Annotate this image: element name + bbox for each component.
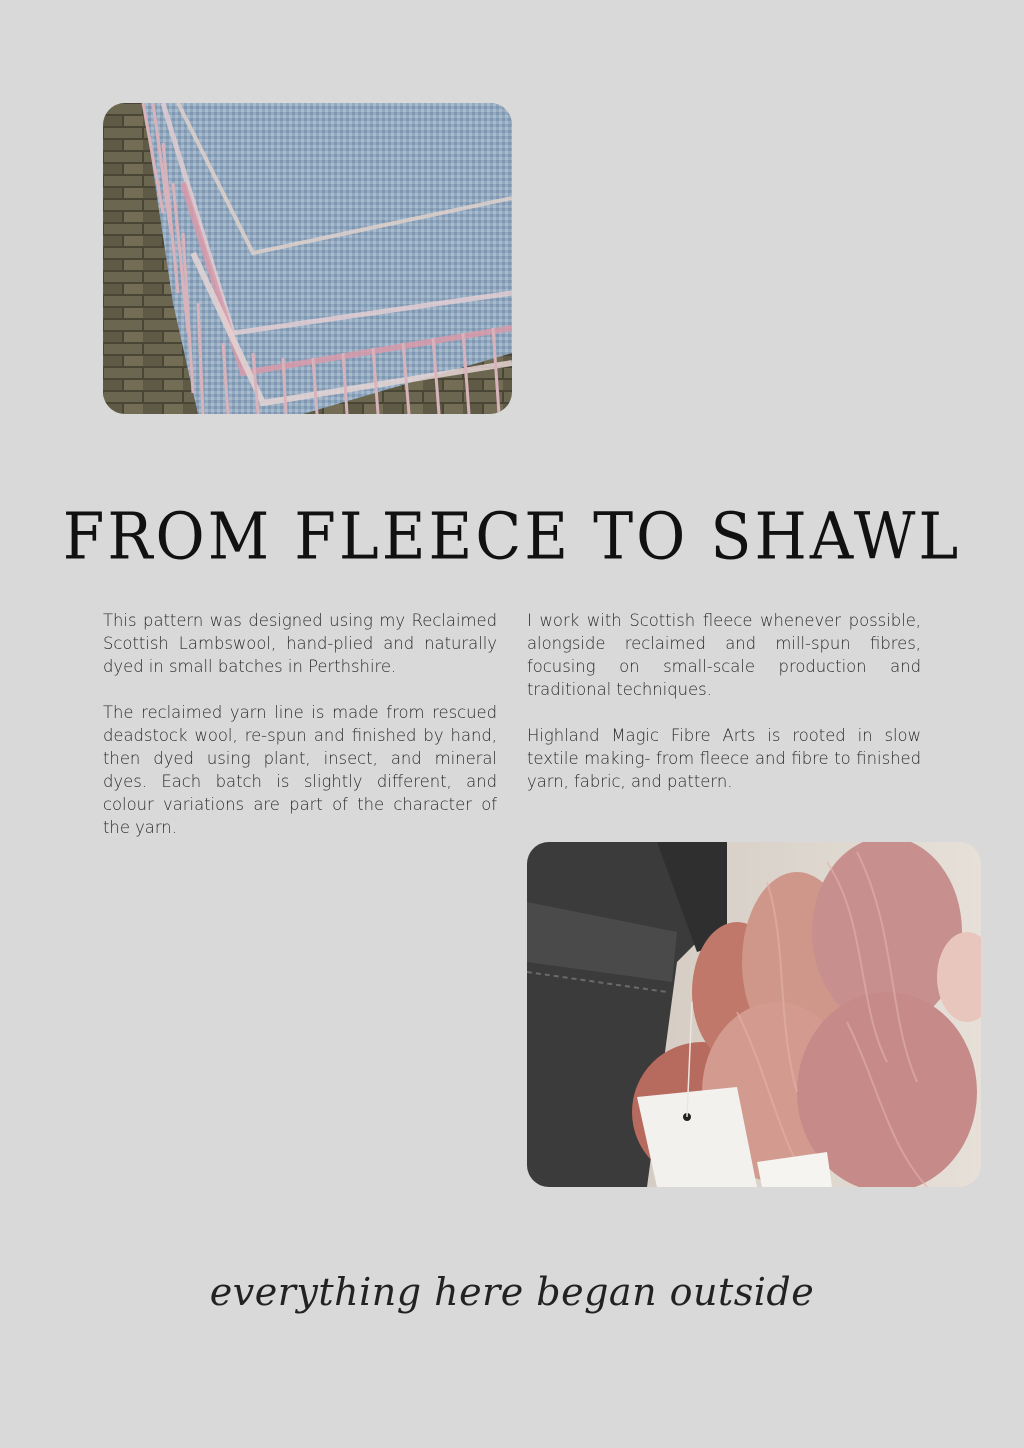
left-paragraph-2: The reclaimed yarn line is made from rescued deadstock wool, re-spun and finished by hand, then dyed using plant, insect, and mineral dyes. Each batch is slightly different, and colour variations are part of the character of the yarn. xyxy=(103,703,497,837)
left-paragraph-1: This pattern was designed using my Reclaimed Scottish Lambswool, hand-plied and naturally dyed in small batches in Perthshire. xyxy=(103,611,497,676)
yarn-image xyxy=(527,842,981,1187)
page-title: FROM FLEECE TO SHAWL xyxy=(62,499,962,575)
right-paragraph-1: I work with Scottish fleece whenever possible, alongside reclaimed and mill-spun fibres, focusing on small-scale production and traditional techniques. xyxy=(527,611,921,699)
right-paragraph-2: Highland Magic Fibre Arts is rooted in slow textile making- from fleece and fibre to finished yarn, fabric, and pattern. xyxy=(527,726,921,791)
left-text-column xyxy=(103,609,497,862)
yarn-photo xyxy=(527,842,981,1187)
right-text-column xyxy=(527,609,921,816)
shawl-photo xyxy=(103,103,512,414)
shawl-image xyxy=(103,103,512,414)
tagline: everything here began outside xyxy=(209,1270,815,1314)
